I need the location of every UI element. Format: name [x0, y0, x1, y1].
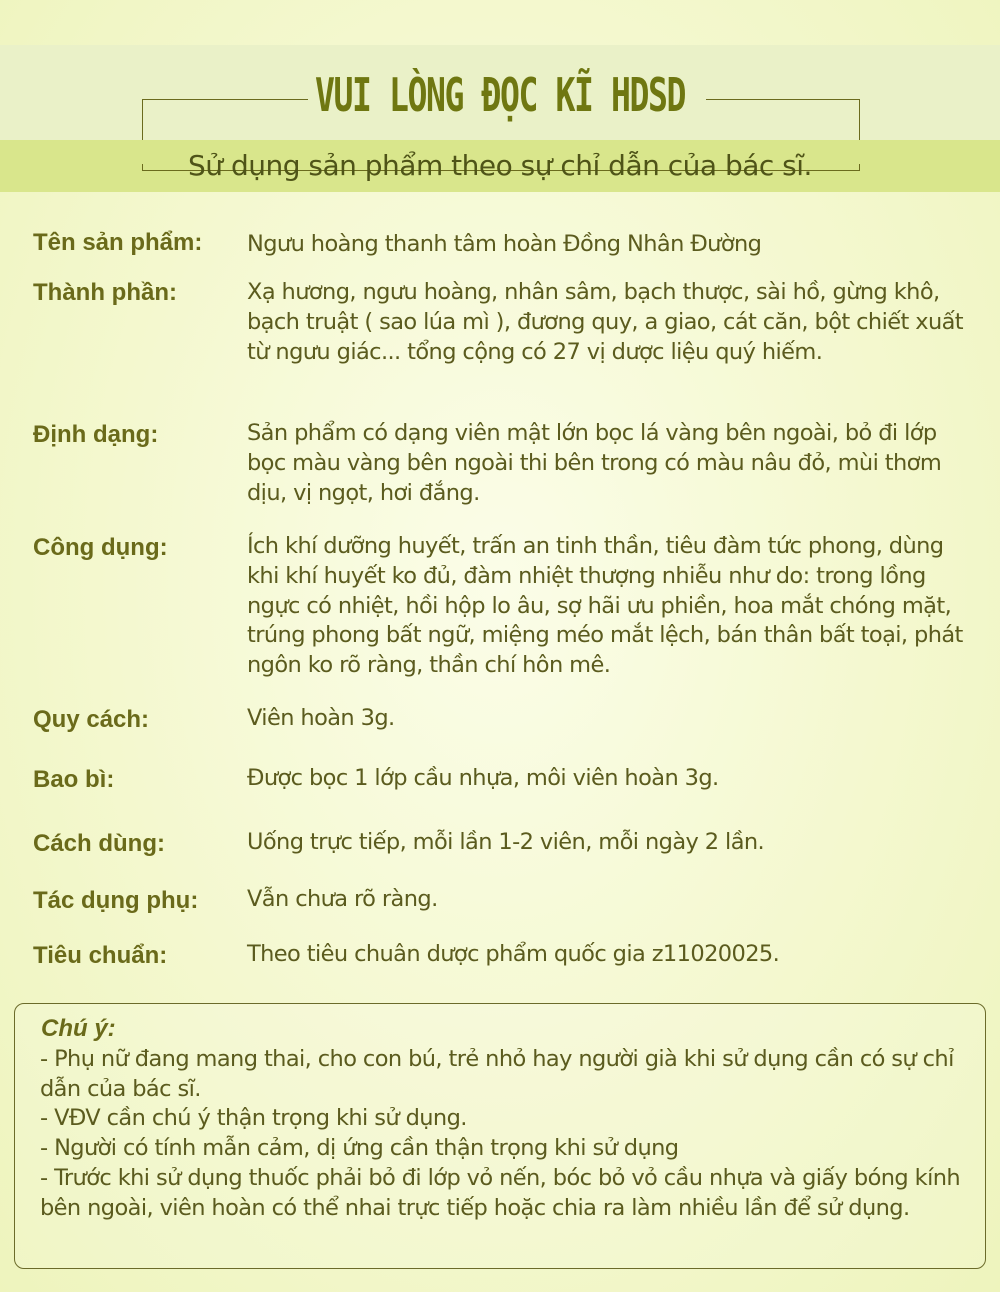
field-label: Quy cách:: [33, 706, 150, 733]
field-value: Ích khí dưỡng huyết, trấn an tinh thần, tiêu đàm tức phong, dùng khi khí huyết ko đủ, đàm nhiệt thượng nhiễu như do: trong lồng ngực có nhiệt, hồi hộp lo âu, sợ hãi ưu phiền, hoa mắt chóng mặt, trúng phong bất ngữ, miệng méo mắt lệch, bán thân bất toại, phát ngôn ko rõ ràng, thần chí hôn mê.: [247, 533, 963, 679]
field-label: Định dạng:: [33, 421, 159, 448]
field-value: Vẫn chưa rõ ràng.: [247, 886, 438, 912]
field-label: Cách dùng:: [33, 830, 165, 857]
field-value: Được bọc 1 lớp cầu nhựa, môi viên hoàn 3g.: [247, 765, 719, 791]
field-label: Thành phần:: [33, 279, 177, 306]
note-title: Chú ý:: [41, 1015, 116, 1042]
page-title: VUI LÒNG ĐỌC KĨ HDSD: [314, 68, 685, 122]
field-label: Công dụng:: [33, 534, 168, 561]
note-line: - Trước khi sử dụng thuốc phải bỏ đi lớp vỏ nến, bóc bỏ vỏ cầu nhựa và giấy bóng kính bên ngoài, viên hoàn có thể nhai trực tiếp hoặc chia ra làm nhiều lần để sử dụng.: [40, 1165, 961, 1221]
note-line: - Phụ nữ đang mang thai, cho con bú, trẻ nhỏ hay người già khi sử dụng cần có sự chỉ dẫn của bác sĩ.: [40, 1046, 954, 1102]
field-value: Sản phẩm có dạng viên mật lớn bọc lá vàng bên ngoài, bỏ đi lớp bọc màu vàng bên ngoài thi bên trong có màu nâu đỏ, mùi thơm dịu, vị ngọt, hơi đắng.: [247, 420, 942, 506]
field-value: Ngưu hoàng thanh tâm hoàn Đồng Nhân Đường: [247, 231, 762, 257]
field-value: Theo tiêu chuân dược phẩm quốc gia z11020025.: [247, 941, 780, 967]
note-line: - VĐV cần chú ý thận trọng khi sử dụng.: [40, 1105, 467, 1131]
field-label: Bao bì:: [33, 766, 115, 793]
page-subtitle: Sử dụng sản phẩm theo sự chỉ dẫn của bác sĩ.: [188, 149, 812, 182]
field-value: Viên hoàn 3g.: [247, 705, 395, 731]
field-value: Uống trực tiếp, mỗi lần 1-2 viên, mỗi ngày 2 lần.: [247, 829, 765, 855]
field-label: Tác dụng phụ:: [33, 887, 199, 914]
field-label: Tiêu chuẩn:: [33, 942, 168, 969]
field-value: Xạ hương, ngưu hoàng, nhân sâm, bạch thược, sài hồ, gừng khô, bạch truật ( sao lúa mì ), đương quy, a giao, cát căn, bột chiết xuất từ ngưu giác... tổng cộng có 27 vị dược liệu quý hiếm.: [247, 279, 964, 365]
field-label: Tên sản phẩm:: [33, 229, 203, 256]
note-line: - Người có tính mẫn cảm, dị ứng cần thận trọng khi sử dụng: [40, 1135, 679, 1161]
